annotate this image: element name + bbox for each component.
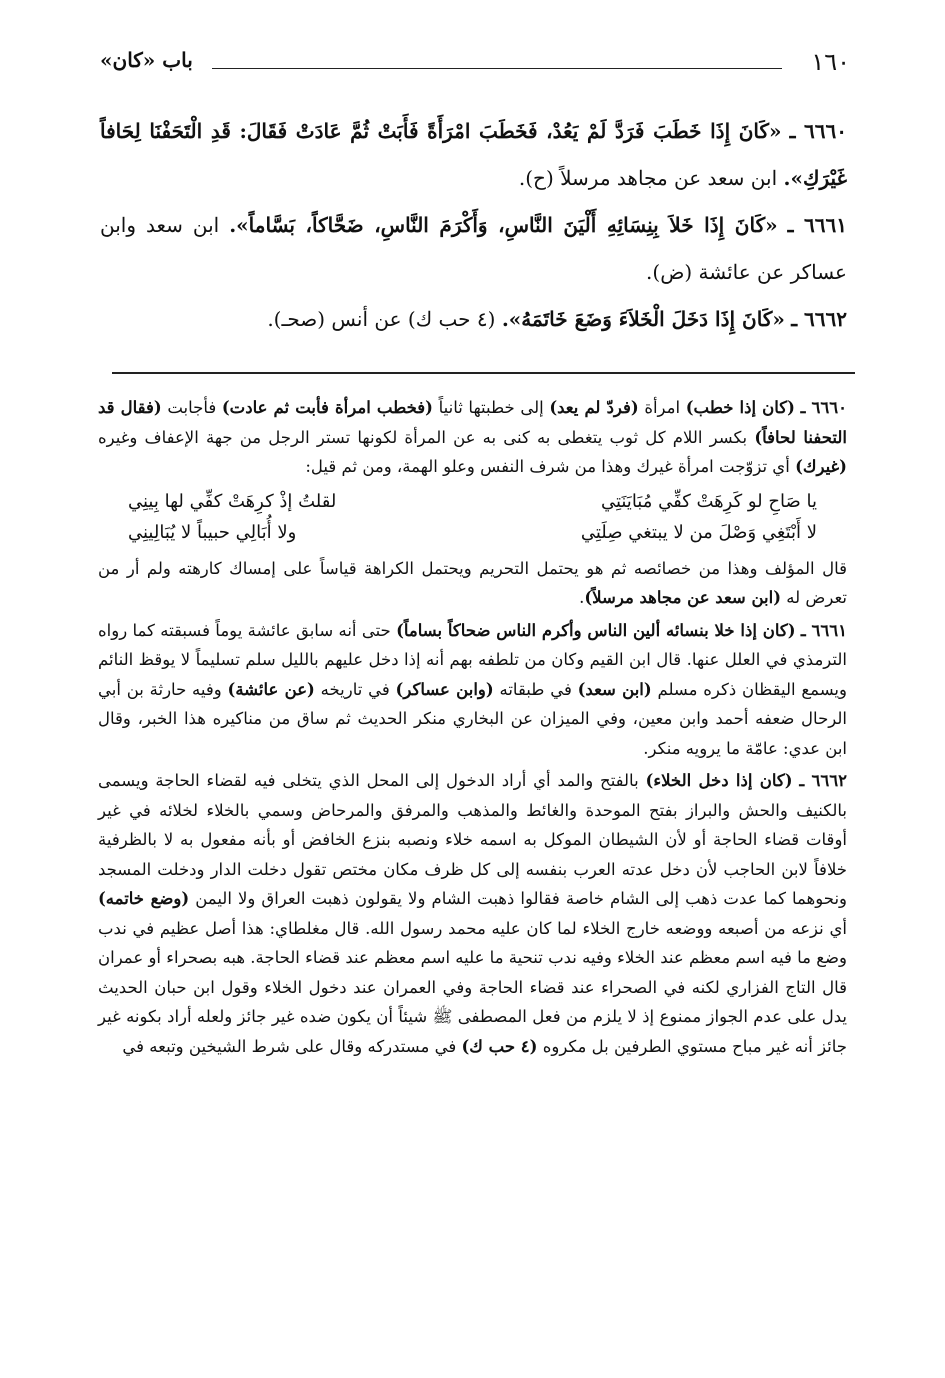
hadith-text-section (100, 108, 847, 343)
quoted-phrase: (وابن عساكر) (395, 679, 494, 699)
hadith-text: «كَانَ إِذَا خَلاَ بِنِسَائِهِ أَلْيَنَ النَّاسِ، وَأَكْرَمَ النَّاسِ، ضَحَّاكاً، بَسَّاماً». (229, 213, 778, 237)
commentary-text: أي تزوّجت امرأة غيرك وهذا من شرف النفس وعلو الهمة، ومن ثم قيل: (305, 457, 796, 476)
hadith-6661 (100, 202, 847, 296)
hadith-6662 (100, 296, 847, 343)
verse-row (128, 486, 817, 517)
quoted-phrase: (غيرك) (795, 457, 847, 476)
commentary-text: وفيه حارثة بن أبي الرحال ضعفه أحمد وابن معين، وفي الميزان عن البخاري منكر الحديث ثم ساق من مناكيره هذا الخبر، وقال ابن عدي: عامّة ما يرويه منكر. (98, 679, 847, 758)
verse-first-hemistich: يا صَاحِ لو كَرِهَتْ كفِّي مُبَايَنَتِي (600, 490, 817, 512)
commentary-author-note (98, 554, 847, 613)
quoted-phrase: (كان إذا خلا بنسائه ألين الناس وأكرم الناس ضحاكاً بساماً) (396, 620, 796, 640)
quoted-phrase: (٤ حب ك) (461, 1036, 538, 1056)
hadith-number: ٦٦٦٠ ـ (789, 119, 848, 143)
header-rule (212, 68, 782, 69)
hadith-number: ٦٦٦١ ـ (787, 213, 847, 237)
hadith-number: ٦٦٦٢ ـ (791, 307, 847, 331)
commentary-section (98, 393, 847, 1064)
commentary-6660 (98, 393, 847, 482)
quoted-phrase: (فخطب امرأة فأبت ثم عادت) (221, 398, 433, 417)
commentary-text: حتى أنه سابق عائشة يوماً فسبقته كما رواه الترمذي في العلل عنها. قال ابن القيم وكان من تلطفه بهم أنه إذا دخل عليهم بالليل سلم تسليماً لا يوقظ النائم ويسمع اليقظان ذكره مسلم (98, 620, 847, 699)
commentary-number: ٦٦٦٢ ـ (799, 771, 847, 790)
commentary-text: . (579, 588, 585, 607)
hadith-source: ابن سعد عن مجاهد مرسلاً (ح). (518, 166, 778, 190)
section-divider (112, 372, 855, 374)
commentary-text: قال المؤلف وهذا من خصائصه ثم هو يحتمل التحريم ويحتمل الكراهة قياساً على إمساك كارهته ولم أر من تعرض له (98, 558, 847, 607)
quoted-phrase: (ابن سعد عن مجاهد مرسلاً) (584, 588, 782, 607)
commentary-text: في مستدركه وقال على شرط الشيخين وتبعه في (122, 1036, 462, 1056)
poetry-verses (128, 486, 817, 548)
hadith-source: ابن سعد وابن عساكر عن عائشة (ض). (100, 213, 847, 284)
verse-second-hemistich: لقلتُ إذْ كرِهَتْ كفِّي لها بِينِي (128, 490, 337, 512)
quoted-phrase: (فقال قد التحفنا لحافاً) (98, 398, 847, 447)
quoted-phrase: (ابن سعد) (577, 679, 652, 699)
commentary-text: في تاريخه (314, 679, 396, 699)
verse-second-hemistich: ولا أُبَالِي حبيباً لا يُبَالِينِي (128, 521, 297, 543)
hadith-text: «كَانَ إِذَا دَخَلَ الْخَلاَءَ وَضَعَ خَاتَمَهُ». (501, 307, 785, 331)
commentary-text: بالفتح والمد أي أراد الدخول إلى المحل الذي يتخلى فيه لقضاء الحاجة ويسمى بالكنيف والحش والبراز بفتح الموحدة والغائط والمذهب والمرفق والمرحاض وسمي بالخلاء لخلائه في غير أوقات قضاء الحاجة أو لأن الشيطان الموكل به اسمه خلاء ونصبه بنزع الخافض أو بأنه مفعول به لا بالظرفية خلافاً لابن الحاجب لأن دخل عدته العرب بنفسه إلى كل ظرف مكان مختص تقول دخلت الدار ودخلت المسجد ونحوهما كما عدت ذهب إلى الشام خاصة فقالوا ذهبت الشام ولا يقولون ذهبت العراق ولا اليمن (98, 771, 847, 908)
hadith-source: (٤ حب ك) عن أنس (صحـ). (267, 307, 496, 331)
hadith-6660 (100, 108, 847, 202)
verse-first-hemistich: لا أَبْتَغِي وَصْلَ من لا يبتغي صِلَتِي (580, 521, 817, 543)
hadith-text: «كَانَ إِذَا خَطَبَ فَرَدَّ لَمْ يَعُدْ، فَخَطَبَ امْرَأَةً فَأَبَتْ ثُمَّ عَادَتْ فَقَالَ: قَدِ الْتَحَفْنَا لِحَافاً غَيْرَكِ». (100, 119, 847, 190)
quoted-phrase: (وضع خاتمه) (98, 889, 190, 908)
commentary-text: إلى خطبتها ثانياً (432, 398, 550, 417)
commentary-text: في طبقاته (493, 679, 578, 699)
commentary-text: أي نزعه من أصبعه ووضعه خارج الخلاء لما كان عليه محمد رسول الله. قال مغلطاي: هذا أصل عظيم في ندب وضع ما فيه اسم معظم عند الخلاء وفيه ندب تنحية ما عليه اسم معظم عند قضاء الحاجة. هبه بصحراء أو عمران قال التاج الفزاري لكنه في الصحراء عند قضاء الحاجة وفي العمران عند دخول الخلاء وقول ابن حبان الحديث يدل على عدم الجواز ممنوع إذ لا يلزم من فعل المصطفى ﷺ شيئاً أن يكون ضده غير جائز ولعله أراد بكونه غير جائز أنه غير مباح مستوي الطرفين بل مكروه (98, 918, 847, 1056)
commentary-text: امرأة (638, 398, 686, 417)
page-number: ١٦٠ (811, 48, 850, 76)
commentary-text: فأجابت (161, 398, 222, 417)
quoted-phrase: (كان إذا خطب) (685, 398, 795, 417)
quoted-phrase: (عن عائشة) (227, 679, 315, 699)
commentary-number: ٦٦٦٠ ـ (800, 398, 847, 417)
quoted-phrase: (فردّ لم يعد) (549, 398, 639, 417)
quoted-phrase: (كان إذا دخل الخلاء) (645, 771, 793, 790)
commentary-6661 (98, 616, 847, 764)
commentary-text: بكسر اللام كل ثوب يتغطى به كنى به عن المرأة لكونها تستر الرجل من جهة الإعفاف وغيره (98, 427, 755, 447)
commentary-6662 (98, 766, 847, 1061)
verse-row (128, 517, 817, 548)
page-header (100, 48, 850, 80)
commentary-number: ٦٦٦١ ـ (800, 620, 847, 640)
chapter-title: باب «كان» (100, 48, 193, 72)
